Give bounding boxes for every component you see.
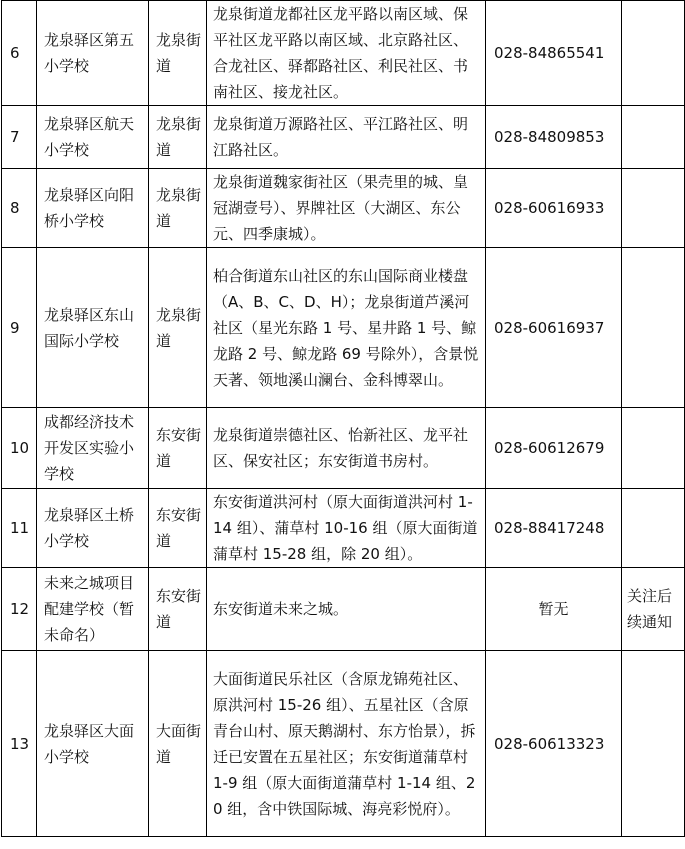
table-row (2, 408, 685, 489)
row-number: 8 (2, 169, 37, 248)
street-name: 龙泉街道 (149, 169, 207, 248)
contact-phone: 暂无 (486, 568, 622, 651)
school-name: 龙泉驿区大面小学校 (37, 651, 149, 837)
enrollment-area: 东安街道洪河村（原大面街道洪河村 1-14 组）、蒲草村 10-16 组（原大面街道蒲草村 15-28 组，除 20 组）。 (207, 489, 486, 568)
table-row (2, 568, 685, 651)
remark (622, 169, 685, 248)
street-name: 东安街道 (149, 489, 207, 568)
row-number: 12 (2, 568, 37, 651)
table-row (2, 651, 685, 837)
enrollment-area: 龙泉街道万源路社区、平江路社区、明江路社区。 (207, 106, 486, 169)
enrollment-area: 龙泉街道魏家街社区（果壳里的城、皇冠湖壹号）、界牌社区（大湖区、东公元、四季康城）。 (207, 169, 486, 248)
table-row (2, 489, 685, 568)
contact-phone: 028-60613323 (486, 651, 622, 837)
enrollment-area: 龙泉街道龙都社区龙平路以南区域、保平社区龙平路以南区域、北京路社区、合龙社区、驿都路社区、利民社区、书南社区、接龙社区。 (207, 1, 486, 106)
street-name: 大面街道 (149, 651, 207, 837)
remark (622, 651, 685, 837)
school-name: 龙泉驿区航天小学校 (37, 106, 149, 169)
street-name: 龙泉街道 (149, 1, 207, 106)
contact-phone: 028-60616933 (486, 169, 622, 248)
street-name: 东安街道 (149, 408, 207, 489)
school-name: 龙泉驿区土桥小学校 (37, 489, 149, 568)
school-name: 成都经济技术开发区实验小学校 (37, 408, 149, 489)
enrollment-area: 东安街道未来之城。 (207, 568, 486, 651)
remark (622, 408, 685, 489)
street-name: 龙泉街道 (149, 106, 207, 169)
table-row (2, 169, 685, 248)
contact-phone: 028-60612679 (486, 408, 622, 489)
contact-phone: 028-60616937 (486, 248, 622, 408)
school-name: 未来之城项目配建学校（暂未命名） (37, 568, 149, 651)
remark (622, 106, 685, 169)
street-name: 东安街道 (149, 568, 207, 651)
street-name: 龙泉街道 (149, 248, 207, 408)
enrollment-area: 龙泉街道崇德社区、怡新社区、龙平社区、保安社区；东安街道书房村。 (207, 408, 486, 489)
school-name: 龙泉驿区东山国际小学校 (37, 248, 149, 408)
contact-phone: 028-84809853 (486, 106, 622, 169)
row-number: 10 (2, 408, 37, 489)
row-number: 11 (2, 489, 37, 568)
contact-phone: 028-88417248 (486, 489, 622, 568)
row-number: 6 (2, 1, 37, 106)
table-row (2, 106, 685, 169)
row-number: 7 (2, 106, 37, 169)
school-name: 龙泉驿区第五小学校 (37, 1, 149, 106)
enrollment-area: 柏合街道东山社区的东山国际商业楼盘（A、B、C、D、H）；龙泉街道芦溪河社区（星光东路 1 号、星井路 1 号、鲸龙路 2 号、鲸龙路 69 号除外），含景悦天著、领地溪山澜台、金科博翠山。 (207, 248, 486, 408)
school-name: 龙泉驿区向阳桥小学校 (37, 169, 149, 248)
remark: 关注后续通知 (622, 568, 685, 651)
row-number: 13 (2, 651, 37, 837)
contact-phone: 028-84865541 (486, 1, 622, 106)
row-number: 9 (2, 248, 37, 408)
table-row (2, 248, 685, 408)
remark (622, 248, 685, 408)
remark (622, 489, 685, 568)
enrollment-area: 大面街道民乐社区（含原龙锦苑社区、原洪河村 15-26 组）、五星社区（含原青台山村、原天鹅湖村、东方怡景），拆迁已安置在五星社区；东安街道蒲草村 1-9 组（原大面街道蒲草村 1-14 组、20 组，含中铁国际城、海亮彩悦府）。 (207, 651, 486, 837)
school-district-table (1, 0, 685, 837)
table-row (2, 1, 685, 106)
remark (622, 1, 685, 106)
